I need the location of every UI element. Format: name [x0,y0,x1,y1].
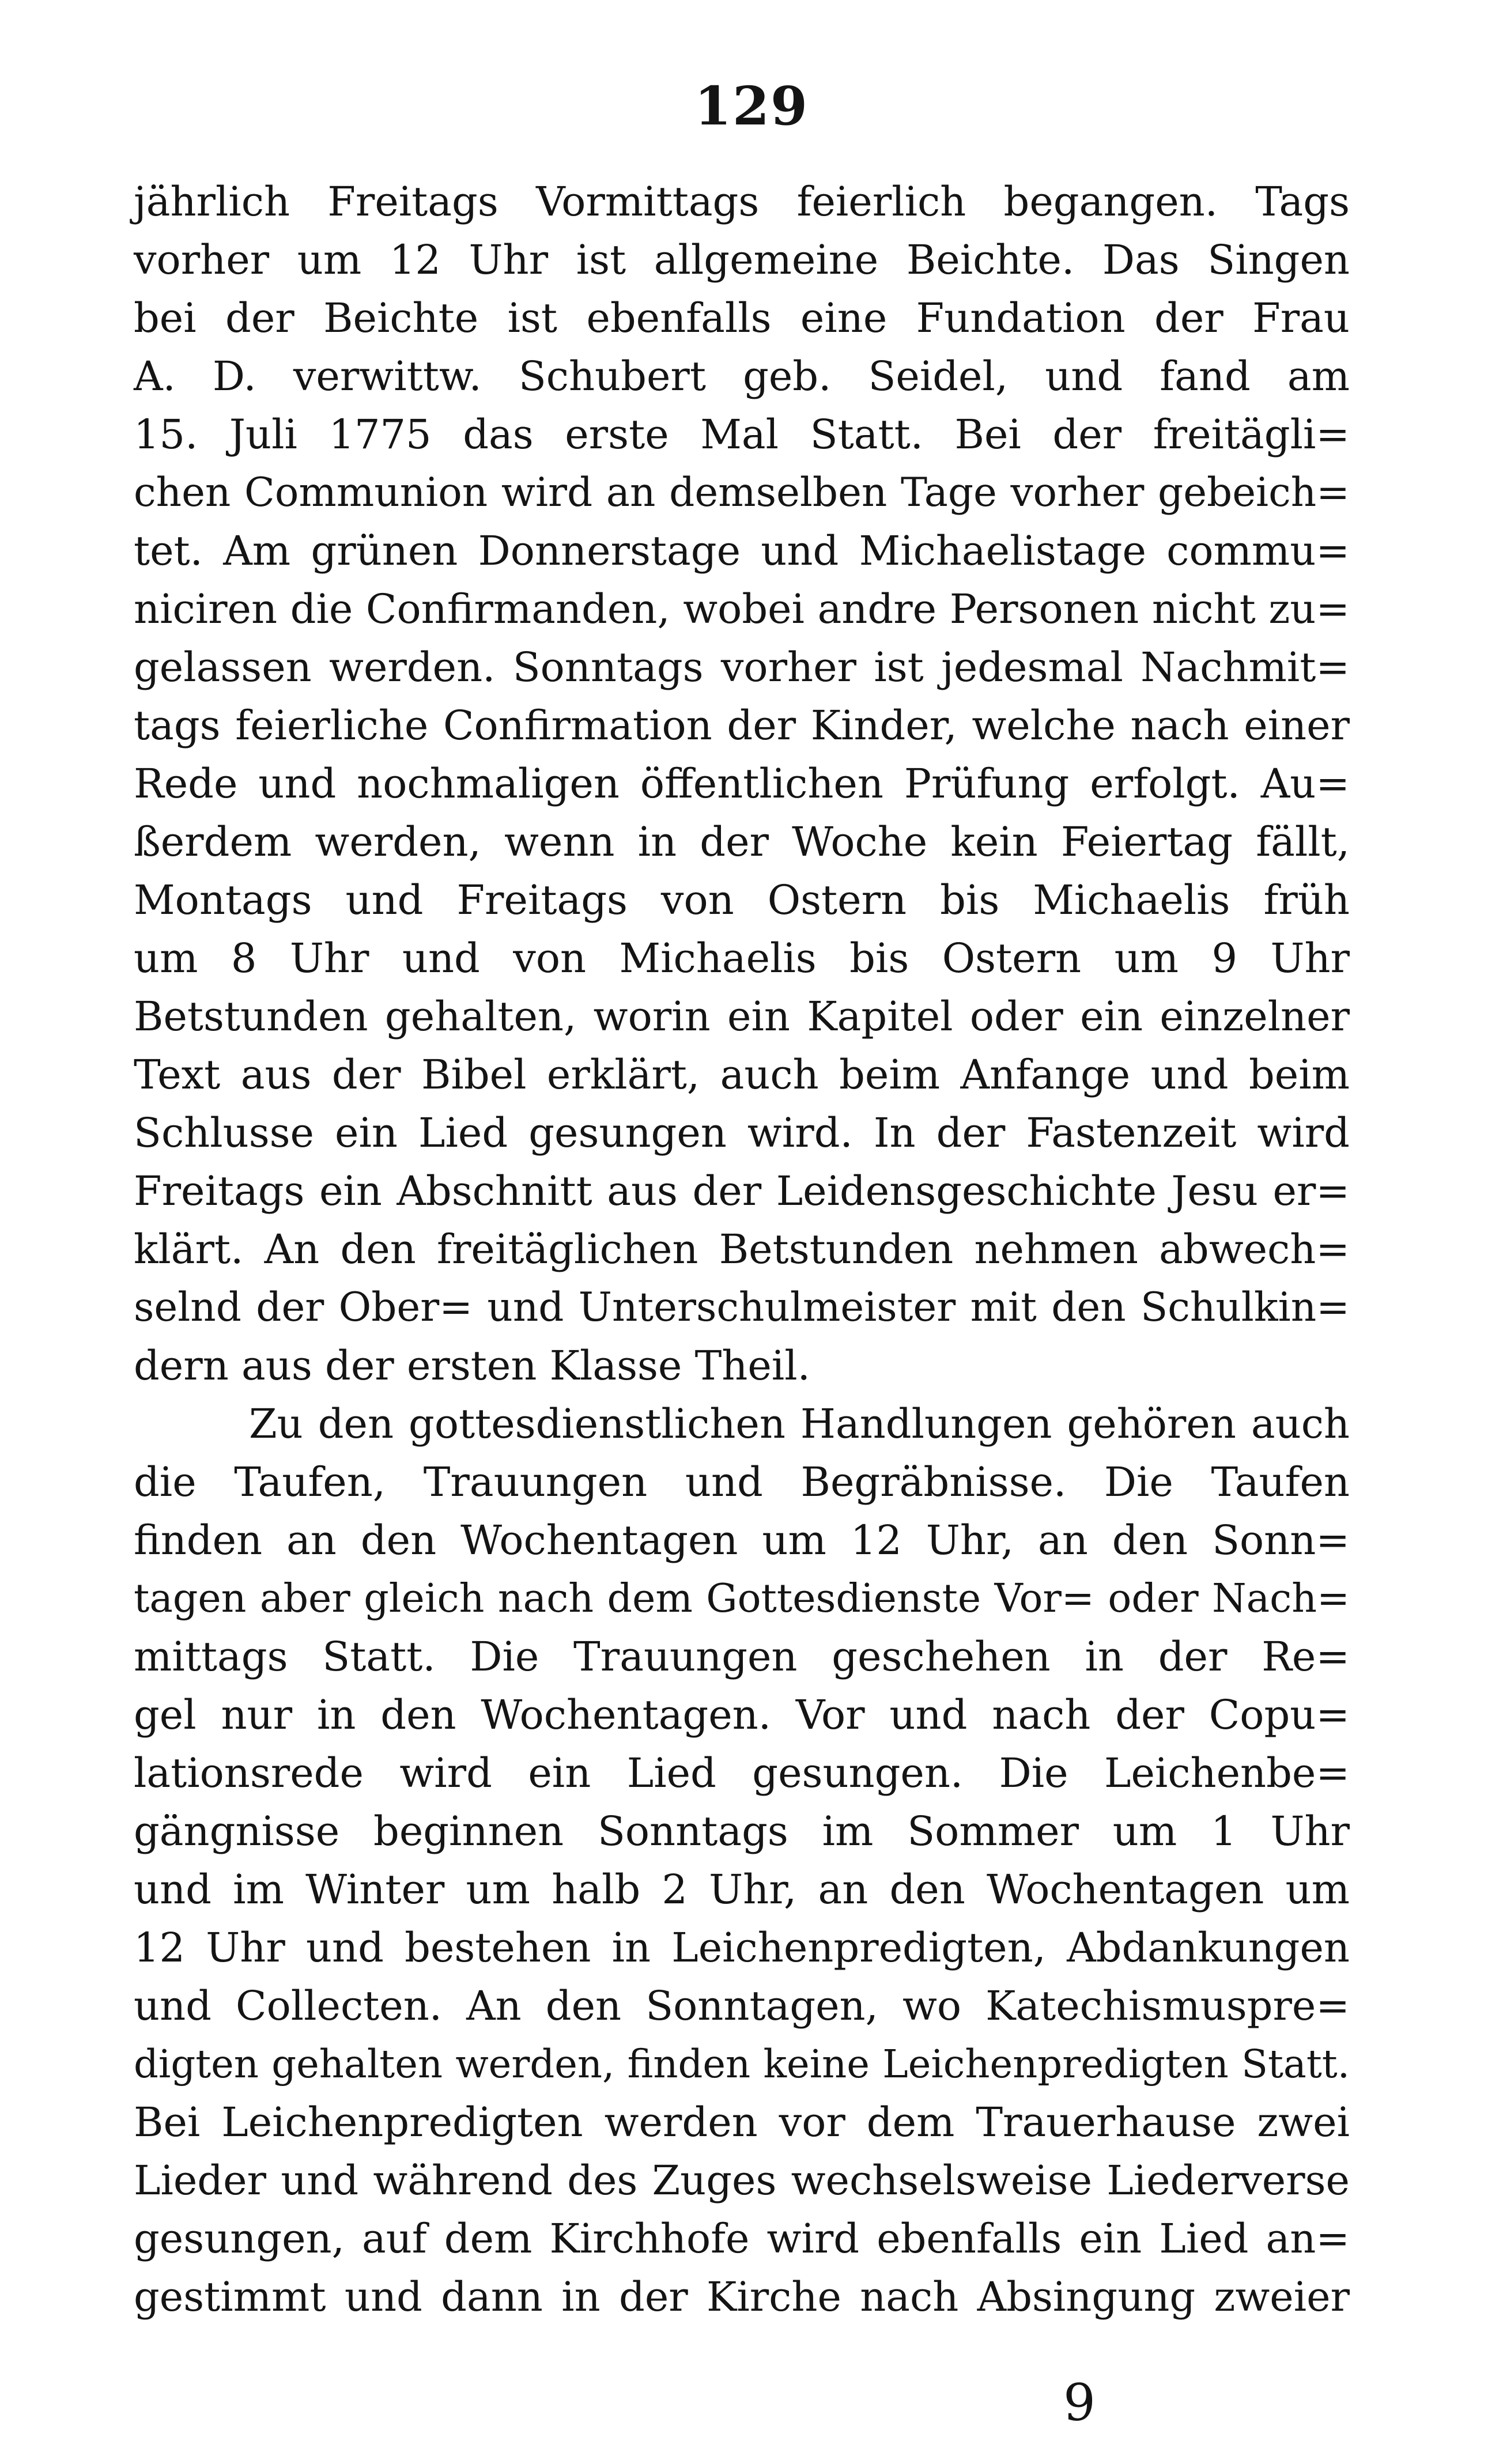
text-line: jährlich Freitags Vormittags feierlich begangen. Tags [134,178,1350,225]
text-line: tet. Am grünen Donnerstage und Michaelistage commu= [134,527,1350,575]
text-line: A. D. verwittw. Schubert geb. Seidel, und fand am [134,353,1350,400]
text-line: Lieder und während des Zuges wechselsweise Liederverse [134,2157,1350,2204]
page-number: 129 [694,75,809,137]
text-line: chen Communion wird an demselben Tage vorher gebeich= [134,470,1350,516]
text-line: und im Winter um halb 2 Uhr, an den Wochentagen um [134,1866,1350,1913]
text-line: tags feierliche Confirmation der Kinder, welche nach einer [134,702,1350,749]
text-line: selnd der Ober= und Unterschulmeister mit den Schulkin= [134,1284,1350,1331]
text-line: dern aus der ersten Klasse Theil. [134,1342,810,1389]
signature-mark: 9 [1063,2373,1096,2432]
text-line: bei der Beichte ist ebenfalls eine Fundation der Frau [134,294,1350,342]
text-line: 12 Uhr und bestehen in Leichenpredigten, Abdankungen [134,1924,1350,1971]
text-line: gängnisse beginnen Sonntags im Sommer um 1 Uhr [134,1808,1350,1855]
text-line: gesungen, auf dem Kirchhofe wird ebenfalls ein Lied an= [134,2215,1350,2262]
text-line: um 8 Uhr und von Michaelis bis Ostern um 9 Uhr [134,935,1350,982]
body-text [134,173,1350,2326]
text-line: finden an den Wochentagen um 12 Uhr, an den Sonn= [134,1517,1350,1564]
text-line: vorher um 12 Uhr ist allgemeine Beichte. Das Singen [134,236,1350,284]
text-line: Betstunden gehalten, worin ein Kapitel oder ein einzelner [134,993,1350,1040]
text-line: Rede und nochmaligen öffentlichen Prüfung erfolgt. Au= [134,760,1350,807]
text-line: klärt. An den freitäglichen Betstunden nehmen abwech= [134,1226,1350,1273]
text-line: mittags Statt. Die Trauungen geschehen in der Re= [134,1633,1350,1680]
text-line: Freitags ein Abschnitt aus der Leidensgeschichte Jesu er= [134,1167,1350,1215]
text-line: die Taufen, Trauungen und Begräbnisse. Die Taufen [134,1458,1350,1506]
text-line: und Collecten. An den Sonntagen, wo Katechismuspre= [134,1982,1350,2030]
text-line: niciren die Confirmanden, wobei andre Personen nicht zu= [134,585,1350,633]
text-line: gestimmt und dann in der Kirche nach Absingung zweier [134,2273,1350,2321]
text-line: 15. Juli 1775 das erste Mal Statt. Bei der freitägli= [134,411,1350,458]
text-line: gel nur in den Wochentagen. Vor und nach der Copu= [134,1691,1350,1739]
text-line: gelassen werden. Sonntags vorher ist jedesmal Nachmit= [134,644,1350,691]
text-line: Schlusse ein Lied gesungen wird. In der Fastenzeit wird [134,1109,1350,1157]
text-line: lationsrede wird ein Lied gesungen. Die Leichenbe= [134,1749,1350,1797]
text-line: digten gehalten werden, finden keine Leichenpredigten Statt. [134,2042,1350,2087]
text-line: Montags und Freitags von Ostern bis Michaelis früh [134,876,1350,924]
text-line: Text aus der Bibel erklärt, auch beim Anfange und beim [134,1051,1350,1098]
text-line: Bei Leichenpredigten werden vor dem Trauerhause zwei [134,2099,1350,2146]
text-line: tagen aber gleich nach dem Gottesdienste Vor= oder Nach= [134,1576,1350,1622]
paragraph [134,173,1350,1395]
text-line: ßerdem werden, wenn in der Woche kein Feiertag fällt, [134,818,1350,866]
paragraph [134,1395,1350,2326]
text-line: Zu den gottesdienstlichen Handlungen gehören auch [249,1400,1350,1448]
